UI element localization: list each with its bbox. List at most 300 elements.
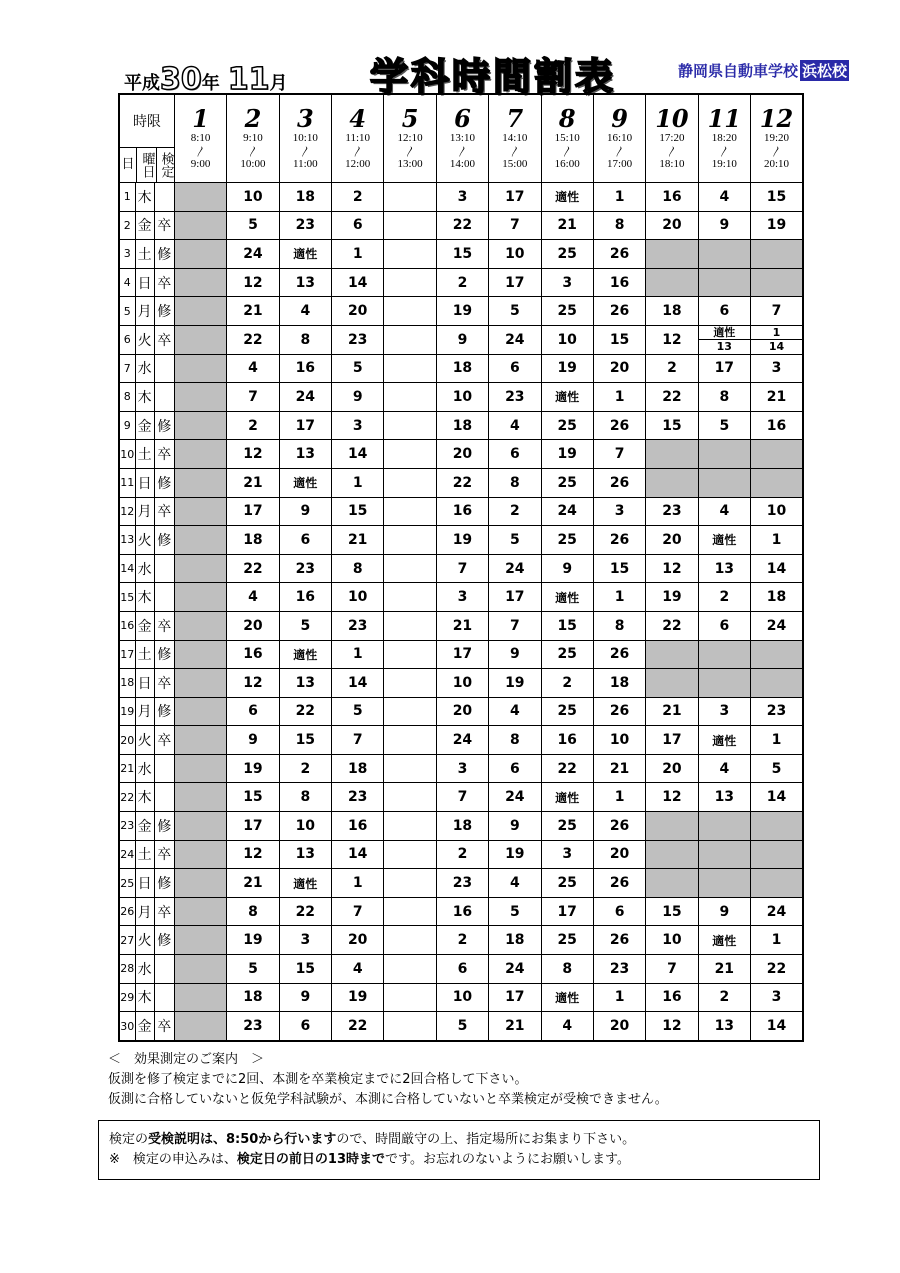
weekday-label: 曜日 bbox=[137, 148, 157, 182]
lesson-cell: 20 bbox=[593, 1012, 645, 1041]
lesson-cell: 14 bbox=[751, 1012, 804, 1041]
lesson-cell: 18 bbox=[646, 297, 698, 326]
lesson-cell bbox=[384, 297, 436, 326]
lesson-cell: 8 bbox=[593, 211, 645, 240]
lesson-cell: 24 bbox=[489, 325, 541, 354]
month-unit: 月 bbox=[269, 73, 288, 94]
lesson-cell bbox=[384, 926, 436, 955]
period-number: 9 bbox=[611, 104, 628, 133]
lesson-cell: 9 bbox=[489, 812, 541, 841]
lesson-cell bbox=[174, 240, 226, 269]
period-end: 15:00 bbox=[502, 158, 528, 170]
table-row bbox=[119, 583, 803, 612]
lesson-cell bbox=[174, 1012, 226, 1041]
lesson-cell: 14 bbox=[751, 554, 804, 583]
lesson-cell: 23 bbox=[332, 783, 384, 812]
lesson-cell: 19 bbox=[541, 440, 593, 469]
lesson-cell: 1 bbox=[332, 869, 384, 898]
lesson-cell: 24 bbox=[436, 726, 488, 755]
lesson-cell bbox=[384, 325, 436, 354]
lesson-cell: 23 bbox=[332, 325, 384, 354]
table-row bbox=[119, 840, 803, 869]
day-number: 20 bbox=[119, 726, 135, 755]
lesson-cell: 26 bbox=[593, 697, 645, 726]
lesson-cell: 19 bbox=[436, 297, 488, 326]
lesson-cell bbox=[174, 840, 226, 869]
lesson-cell: 19 bbox=[227, 926, 279, 955]
corner-header bbox=[119, 94, 174, 183]
lesson-cell: 6 bbox=[489, 754, 541, 783]
table-row bbox=[119, 497, 803, 526]
day-number: 18 bbox=[119, 669, 135, 698]
lesson-cell: 14 bbox=[332, 669, 384, 698]
weekday: 月 bbox=[135, 297, 154, 326]
lesson-cell bbox=[174, 325, 226, 354]
lesson-cell: 23 bbox=[593, 955, 645, 984]
lesson-cell bbox=[174, 297, 226, 326]
period-tilde: 〳 bbox=[718, 145, 730, 158]
exam-type: 卒 bbox=[154, 669, 174, 698]
year-unit: 年 bbox=[201, 73, 220, 94]
notes-line-2: 仮測に合格していないと仮免学科試験が、本測に合格していないと卒業検定が受検できません。 bbox=[108, 1092, 668, 1107]
lesson-cell: 10 bbox=[751, 497, 804, 526]
period-header-2 bbox=[227, 94, 279, 183]
lesson-cell bbox=[174, 583, 226, 612]
lesson-cell: 8 bbox=[227, 897, 279, 926]
lesson-cell bbox=[698, 268, 750, 297]
lesson-cell: 7 bbox=[332, 726, 384, 755]
lesson-cell: 12 bbox=[227, 669, 279, 698]
lesson-cell bbox=[384, 812, 436, 841]
lesson-cell: 17 bbox=[227, 812, 279, 841]
lesson-cell: 2 bbox=[541, 669, 593, 698]
weekday: 木 bbox=[135, 383, 154, 412]
period-end: 11:00 bbox=[292, 158, 318, 170]
lesson-cell: 4 bbox=[489, 869, 541, 898]
lesson-cell: 10 bbox=[646, 926, 698, 955]
lesson-cell: 10 bbox=[332, 583, 384, 612]
lesson-cell: 13 bbox=[279, 268, 331, 297]
lesson-cell: 13 bbox=[279, 440, 331, 469]
period-tilde: 〳 bbox=[404, 145, 416, 158]
lesson-cell: 22 bbox=[541, 754, 593, 783]
table-row bbox=[119, 183, 803, 212]
lesson-cell: 適性 bbox=[541, 983, 593, 1012]
weekday: 月 bbox=[135, 897, 154, 926]
lesson-cell: 22 bbox=[436, 468, 488, 497]
period-end: 9:00 bbox=[190, 158, 211, 170]
weekday: 月 bbox=[135, 497, 154, 526]
lesson-cell: 24 bbox=[489, 955, 541, 984]
lesson-cell: 8 bbox=[489, 468, 541, 497]
period-end: 18:10 bbox=[659, 158, 685, 170]
lesson-cell: 15 bbox=[593, 554, 645, 583]
lesson-cell bbox=[174, 526, 226, 555]
lesson-cell bbox=[751, 325, 804, 354]
weekday: 木 bbox=[135, 983, 154, 1012]
lesson-cell: 21 bbox=[698, 955, 750, 984]
period-tilde: 〳 bbox=[195, 145, 207, 158]
lesson-cell bbox=[174, 554, 226, 583]
period-start: 17:20 bbox=[659, 132, 685, 144]
day-number: 25 bbox=[119, 869, 135, 898]
lesson-cell: 6 bbox=[227, 697, 279, 726]
lesson-cell bbox=[384, 726, 436, 755]
lesson-cell: 4 bbox=[489, 411, 541, 440]
lesson-cell: 15 bbox=[279, 726, 331, 755]
lesson-cell: 16 bbox=[436, 897, 488, 926]
lesson-cell: 9 bbox=[698, 897, 750, 926]
day-number: 9 bbox=[119, 411, 135, 440]
lesson-cell: 6 bbox=[489, 354, 541, 383]
day-number: 30 bbox=[119, 1012, 135, 1041]
lesson-cell: 9 bbox=[332, 383, 384, 412]
lesson-cell: 13 bbox=[698, 554, 750, 583]
lesson-cell: 4 bbox=[227, 354, 279, 383]
lesson-cell bbox=[646, 812, 698, 841]
lesson-cell: 10 bbox=[436, 383, 488, 412]
lesson-cell: 12 bbox=[227, 840, 279, 869]
lesson-cell bbox=[751, 468, 804, 497]
period-header-row bbox=[119, 94, 803, 183]
lesson-cell: 20 bbox=[593, 840, 645, 869]
weekday: 火 bbox=[135, 726, 154, 755]
lesson-cell: 22 bbox=[227, 325, 279, 354]
lesson-cell: 26 bbox=[593, 526, 645, 555]
period-start: 12:10 bbox=[397, 132, 423, 144]
lesson-cell: 14 bbox=[332, 440, 384, 469]
lesson-cell: 25 bbox=[541, 869, 593, 898]
lesson-cell: 20 bbox=[646, 526, 698, 555]
lesson-cell bbox=[174, 468, 226, 497]
exam-type bbox=[154, 983, 174, 1012]
lesson-cell: 3 bbox=[541, 268, 593, 297]
table-row bbox=[119, 869, 803, 898]
lesson-cell bbox=[384, 611, 436, 640]
lesson-cell bbox=[384, 783, 436, 812]
lesson-cell: 8 bbox=[489, 726, 541, 755]
lesson-cell: 4 bbox=[698, 754, 750, 783]
lesson-cell bbox=[384, 640, 436, 669]
period-header-8 bbox=[541, 94, 593, 183]
lesson-cell: 26 bbox=[593, 411, 645, 440]
table-row bbox=[119, 268, 803, 297]
exam-type bbox=[154, 183, 174, 212]
lesson-cell: 22 bbox=[751, 955, 804, 984]
day-number: 23 bbox=[119, 812, 135, 841]
lesson-cell: 適性 bbox=[541, 783, 593, 812]
exam-type: 卒 bbox=[154, 211, 174, 240]
lesson-cell: 9 bbox=[541, 554, 593, 583]
lesson-cell: 17 bbox=[698, 354, 750, 383]
lesson-cell: 5 bbox=[227, 955, 279, 984]
lesson-cell: 20 bbox=[646, 754, 698, 783]
lesson-cell: 1 bbox=[593, 583, 645, 612]
lesson-cell: 7 bbox=[489, 611, 541, 640]
lesson-cell: 24 bbox=[227, 240, 279, 269]
period-number: 12 bbox=[759, 104, 794, 133]
lesson-cell: 2 bbox=[436, 268, 488, 297]
lesson-cell: 3 bbox=[593, 497, 645, 526]
lesson-cell: 17 bbox=[489, 983, 541, 1012]
table-row bbox=[119, 297, 803, 326]
exam-type: 修 bbox=[154, 697, 174, 726]
weekday: 水 bbox=[135, 754, 154, 783]
lesson-cell: 6 bbox=[279, 526, 331, 555]
lesson-cell bbox=[384, 840, 436, 869]
day-number: 28 bbox=[119, 955, 135, 984]
period-tilde: 〳 bbox=[666, 145, 678, 158]
period-end: 19:10 bbox=[711, 158, 737, 170]
lesson-cell: 4 bbox=[227, 583, 279, 612]
lesson-cell: 3 bbox=[436, 754, 488, 783]
lesson-cell: 20 bbox=[593, 354, 645, 383]
lesson-cell bbox=[751, 268, 804, 297]
year-number: 30 bbox=[160, 62, 202, 97]
exam-type: 卒 bbox=[154, 897, 174, 926]
lesson-cell: 7 bbox=[332, 897, 384, 926]
lesson-cell: 23 bbox=[489, 383, 541, 412]
lesson-cell: 19 bbox=[436, 526, 488, 555]
lesson-cell: 13 bbox=[698, 1012, 750, 1041]
day-number: 5 bbox=[119, 297, 135, 326]
lesson-cell: 3 bbox=[751, 354, 804, 383]
lesson-cell: 6 bbox=[279, 1012, 331, 1041]
day-number: 17 bbox=[119, 640, 135, 669]
lesson-cell: 7 bbox=[751, 297, 804, 326]
lesson-cell: 10 bbox=[436, 669, 488, 698]
lesson-cell: 15 bbox=[751, 183, 804, 212]
exam-type: 卒 bbox=[154, 268, 174, 297]
lesson-cell: 16 bbox=[751, 411, 804, 440]
lesson-cell bbox=[751, 812, 804, 841]
lesson-cell: 適性 bbox=[279, 468, 331, 497]
weekday: 金 bbox=[135, 411, 154, 440]
lesson-cell bbox=[698, 468, 750, 497]
lesson-cell: 17 bbox=[279, 411, 331, 440]
exam-type: 修 bbox=[154, 812, 174, 841]
lesson-cell: 21 bbox=[436, 611, 488, 640]
table-row bbox=[119, 354, 803, 383]
lesson-cell: 13 bbox=[279, 669, 331, 698]
info-line-2: ※ 検定の申込みは、検定日の前日の13時までです。お忘れのないようにお願いします。 bbox=[109, 1152, 630, 1167]
lesson-cell: 1 bbox=[751, 726, 804, 755]
lesson-cell: 17 bbox=[436, 640, 488, 669]
school-label: 静岡県自動車学校 bbox=[678, 62, 799, 80]
page-title: 学科時間割表 bbox=[370, 55, 617, 99]
table-row bbox=[119, 440, 803, 469]
lesson-cell: 4 bbox=[489, 697, 541, 726]
weekday: 水 bbox=[135, 354, 154, 383]
lesson-cell bbox=[174, 926, 226, 955]
lesson-cell: 適性 bbox=[279, 240, 331, 269]
lesson-cell bbox=[174, 897, 226, 926]
lesson-cell: 2 bbox=[227, 411, 279, 440]
exam-type: 卒 bbox=[154, 497, 174, 526]
table-row bbox=[119, 411, 803, 440]
lesson-cell: 10 bbox=[541, 325, 593, 354]
lesson-cell: 3 bbox=[332, 411, 384, 440]
period-start: 11:10 bbox=[345, 132, 371, 144]
lesson-cell: 10 bbox=[279, 812, 331, 841]
lesson-cell: 15 bbox=[593, 325, 645, 354]
period-number: 6 bbox=[454, 104, 471, 133]
lesson-cell: 25 bbox=[541, 926, 593, 955]
lesson-cell bbox=[174, 669, 226, 698]
lesson-cell: 5 bbox=[698, 411, 750, 440]
period-start: 19:20 bbox=[763, 132, 790, 144]
lesson-cell: 17 bbox=[489, 268, 541, 297]
period-end: 16:00 bbox=[554, 158, 580, 170]
lesson-cell: 25 bbox=[541, 697, 593, 726]
lesson-cell bbox=[646, 669, 698, 698]
lesson-cell bbox=[174, 640, 226, 669]
table-row bbox=[119, 554, 803, 583]
day-number: 8 bbox=[119, 383, 135, 412]
lesson-cell: 1 bbox=[593, 183, 645, 212]
lesson-cell: 24 bbox=[489, 783, 541, 812]
lesson-split-top: 適性 bbox=[699, 326, 750, 340]
lesson-cell: 20 bbox=[436, 697, 488, 726]
lesson-cell: 4 bbox=[332, 955, 384, 984]
lesson-cell: 22 bbox=[646, 383, 698, 412]
lesson-cell: 適性 bbox=[541, 383, 593, 412]
weekday: 金 bbox=[135, 812, 154, 841]
period-header-12 bbox=[751, 94, 804, 183]
table-row bbox=[119, 526, 803, 555]
exam-type: 卒 bbox=[154, 611, 174, 640]
lesson-cell: 20 bbox=[436, 440, 488, 469]
lesson-cell: 10 bbox=[227, 183, 279, 212]
lesson-cell bbox=[174, 611, 226, 640]
period-number: 11 bbox=[707, 104, 742, 133]
lesson-cell: 24 bbox=[541, 497, 593, 526]
lesson-cell: 6 bbox=[593, 897, 645, 926]
day-number: 21 bbox=[119, 754, 135, 783]
lesson-cell: 20 bbox=[227, 611, 279, 640]
lesson-cell: 19 bbox=[646, 583, 698, 612]
lesson-cell bbox=[384, 240, 436, 269]
table-row bbox=[119, 754, 803, 783]
lesson-cell: 16 bbox=[436, 497, 488, 526]
lesson-cell: 7 bbox=[436, 783, 488, 812]
exam-type: 卒 bbox=[154, 840, 174, 869]
exam-type bbox=[154, 783, 174, 812]
exam-type bbox=[154, 754, 174, 783]
lesson-cell: 12 bbox=[646, 783, 698, 812]
lesson-cell: 22 bbox=[332, 1012, 384, 1041]
lesson-cell: 26 bbox=[593, 869, 645, 898]
lesson-cell: 5 bbox=[489, 897, 541, 926]
lesson-cell: 14 bbox=[751, 783, 804, 812]
lesson-cell: 15 bbox=[332, 497, 384, 526]
lesson-cell: 7 bbox=[227, 383, 279, 412]
lesson-cell: 24 bbox=[751, 611, 804, 640]
lesson-cell bbox=[384, 697, 436, 726]
lesson-cell: 10 bbox=[436, 983, 488, 1012]
weekday: 金 bbox=[135, 611, 154, 640]
lesson-cell: 12 bbox=[646, 325, 698, 354]
lesson-cell: 4 bbox=[698, 497, 750, 526]
period-header-6 bbox=[436, 94, 488, 183]
period-tilde: 〳 bbox=[352, 145, 364, 158]
lesson-cell: 26 bbox=[593, 297, 645, 326]
table-row bbox=[119, 983, 803, 1012]
day-number: 7 bbox=[119, 354, 135, 383]
lesson-cell: 24 bbox=[279, 383, 331, 412]
lesson-cell: 適性 bbox=[279, 869, 331, 898]
period-start: 8:10 bbox=[190, 132, 211, 144]
lesson-cell: 16 bbox=[279, 583, 331, 612]
day-number: 13 bbox=[119, 526, 135, 555]
period-tilde: 〳 bbox=[771, 145, 782, 158]
lesson-cell: 3 bbox=[279, 926, 331, 955]
lesson-cell: 25 bbox=[541, 640, 593, 669]
period-start: 13:10 bbox=[449, 132, 475, 144]
lesson-cell: 5 bbox=[489, 297, 541, 326]
lesson-cell: 19 bbox=[751, 211, 804, 240]
lesson-cell: 5 bbox=[279, 611, 331, 640]
lesson-cell: 1 bbox=[332, 468, 384, 497]
lesson-cell bbox=[751, 440, 804, 469]
lesson-cell bbox=[384, 583, 436, 612]
lesson-cell: 1 bbox=[593, 783, 645, 812]
lesson-cell bbox=[751, 240, 804, 269]
lesson-cell: 18 bbox=[227, 983, 279, 1012]
weekday: 水 bbox=[135, 955, 154, 984]
exam-type bbox=[154, 955, 174, 984]
info-line-1: 検定の受検説明は、8:50から行いますので、時間厳守の上、指定場所にお集まり下さい。 bbox=[109, 1132, 636, 1147]
lesson-cell: 22 bbox=[279, 897, 331, 926]
lesson-cell bbox=[384, 669, 436, 698]
lesson-cell bbox=[698, 869, 750, 898]
lesson-cell bbox=[384, 554, 436, 583]
lesson-cell: 2 bbox=[489, 497, 541, 526]
lesson-cell: 26 bbox=[593, 640, 645, 669]
lesson-cell: 23 bbox=[227, 1012, 279, 1041]
period-end: 14:00 bbox=[449, 158, 475, 170]
period-number: 1 bbox=[192, 104, 209, 133]
weekday: 日 bbox=[135, 669, 154, 698]
lesson-cell bbox=[174, 183, 226, 212]
lesson-cell bbox=[174, 354, 226, 383]
lesson-cell bbox=[384, 955, 436, 984]
weekday: 日 bbox=[135, 869, 154, 898]
lesson-cell: 3 bbox=[541, 840, 593, 869]
lesson-cell bbox=[384, 1012, 436, 1041]
day-number: 27 bbox=[119, 926, 135, 955]
lesson-cell: 5 bbox=[332, 354, 384, 383]
lesson-cell: 25 bbox=[541, 526, 593, 555]
lesson-cell: 21 bbox=[646, 697, 698, 726]
exam-notes bbox=[108, 1050, 828, 1110]
lesson-cell: 14 bbox=[332, 268, 384, 297]
day-number: 3 bbox=[119, 240, 135, 269]
lesson-cell: 適性 bbox=[541, 583, 593, 612]
day-number: 6 bbox=[119, 325, 135, 354]
weekday: 火 bbox=[135, 325, 154, 354]
lesson-cell: 7 bbox=[436, 554, 488, 583]
period-tilde: 〳 bbox=[247, 145, 259, 158]
lesson-cell: 19 bbox=[489, 840, 541, 869]
lesson-split-bottom: 14 bbox=[768, 340, 785, 354]
lesson-cell: 6 bbox=[332, 211, 384, 240]
lesson-cell: 16 bbox=[593, 268, 645, 297]
exam-type: 修 bbox=[154, 468, 174, 497]
table-row bbox=[119, 897, 803, 926]
exam-type bbox=[154, 583, 174, 612]
weekday: 水 bbox=[135, 554, 154, 583]
